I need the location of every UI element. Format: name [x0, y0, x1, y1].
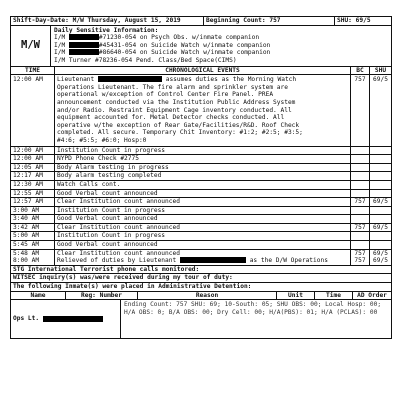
event-bc: 757 — [351, 75, 370, 145]
event-text: Relieved of duties by Lieutenant as the D/W Operations — [55, 257, 351, 265]
event-shu — [370, 232, 391, 240]
event-text — [55, 75, 351, 145]
event-row — [11, 75, 391, 146]
event-bc — [351, 190, 370, 198]
event-row — [11, 232, 391, 241]
seg-unit-header: Unit — [277, 292, 315, 300]
redaction-bar — [43, 316, 103, 322]
log-document — [10, 16, 392, 339]
event-text: Body alarm testing completed — [55, 172, 351, 180]
event-row — [11, 198, 391, 207]
redaction-bar — [98, 76, 162, 82]
event-row — [11, 181, 391, 190]
seg-title-row — [11, 283, 391, 292]
event-time: 3:42 AM — [11, 224, 55, 232]
event-row — [11, 207, 391, 216]
event-bc — [351, 147, 370, 155]
event-bc: 757 — [351, 250, 370, 258]
event-bc — [351, 181, 370, 189]
event-shu — [370, 155, 391, 163]
sensitive-line: I/M #71230-054 on Psych Obs. w/inmate companion — [54, 34, 260, 42]
event-line: completed. All secure. Temporary Chit Inventory: #1:2; #2:5; #3:5; — [57, 129, 303, 137]
events-column-header: CHRONOLOGICAL EVENTS — [55, 67, 351, 75]
beginning-count-value: 757 — [269, 17, 281, 24]
event-row — [11, 190, 391, 199]
shift-day-date — [11, 17, 204, 25]
event-time: 5:48 AM — [11, 250, 55, 258]
event-row — [11, 250, 391, 258]
seg-name-header: Name — [11, 292, 66, 300]
redaction-bar — [69, 42, 99, 48]
event-text: Clear Institution count announced — [55, 198, 351, 206]
event-bc: 757 — [351, 198, 370, 206]
ops-label: Ops Lt. — [13, 315, 40, 323]
event-bc: 757 — [351, 224, 370, 232]
redaction-bar — [69, 34, 99, 40]
stg-label: STG International Terrorist phone calls monitored: — [13, 265, 200, 273]
event-row — [11, 147, 391, 156]
event-shu — [370, 147, 391, 155]
event-time: 12:00 AM — [11, 155, 55, 163]
event-row — [11, 164, 391, 173]
ending-count: Ending Count: 757 SHU: 69; 10-South: 05; SHU OBS: 00; Local Hosp: 00; H/A OBS: 0; B/A OBS: 00; Dry Cell: 00; H/A(PBS): 01; H/A (PCLAS): 00 — [124, 301, 382, 316]
stg-row — [11, 266, 391, 275]
seg-ad-header: AD Order — [357, 291, 387, 299]
event-line: Lieutenant assumes duties as the Morning Watch — [57, 76, 297, 84]
event-text: Body Alarm testing in progress — [55, 164, 351, 172]
event-line: #4:6; #5:5; #6:0; Hosp:0 — [57, 136, 147, 144]
event-bc — [351, 215, 370, 223]
event-shu: 69/5 — [373, 257, 388, 265]
sensitive-info — [51, 26, 391, 66]
bc-column-header: BC — [351, 67, 370, 75]
event-bc — [351, 164, 370, 172]
event-shu — [370, 164, 391, 172]
event-shu — [370, 207, 391, 215]
shu-count — [335, 17, 391, 25]
sensitive-title: Daily Sensitive Information: — [54, 26, 159, 34]
sensitive-line: I/M #86640-054 on Suicide Watch w/inmate companion — [54, 49, 271, 57]
event-shu: 69/5 — [373, 249, 388, 257]
event-line: operative w/the exception of Rear Gate/Facilities/R&D. Roof Check — [57, 121, 300, 129]
event-text: NYPD Phone Check #2775 — [55, 155, 351, 163]
event-time: 12:00 AM — [11, 75, 55, 145]
seg-title: The following Inmate(s) were placed in Administrative Detention: — [13, 283, 252, 291]
event-shu — [370, 190, 391, 198]
event-text: Institution Count in progress — [55, 207, 351, 215]
event-time: 12:17 AM — [11, 172, 55, 180]
event-bc — [351, 207, 370, 215]
event-row — [11, 172, 391, 181]
event-text: Good Verbal count announced — [55, 241, 351, 249]
shu-column-header: SHU — [374, 66, 387, 74]
event-text: Good Verbal count announced — [55, 190, 351, 198]
event-bc — [351, 172, 370, 180]
event-line: announcement conducted via the Institution Public Address System — [57, 98, 296, 106]
event-line: Operations Lieutenant. The fire alarm and sprinkler system are — [57, 83, 288, 91]
sensitive-line: I/M Turner #78236-054 Pend. Class/Bed Space(CIMS) — [54, 56, 237, 64]
event-shu: 69/5 — [373, 223, 388, 231]
event-time: 12:00 AM — [11, 147, 55, 155]
beginning-count — [204, 17, 335, 25]
event-text: Good Verbal count announced — [55, 215, 351, 223]
event-time: 5:45 AM — [11, 241, 55, 249]
event-row — [11, 224, 391, 233]
sensitive-info-row — [11, 26, 391, 67]
event-time: 12:57 AM — [11, 198, 55, 206]
event-text: Institution Count in progress — [55, 147, 351, 155]
redaction-bar — [180, 257, 246, 263]
header-row — [11, 17, 391, 26]
shift-value: M/W Thursday, August 15, 2019 — [72, 17, 181, 24]
witsec-label: WITSEC inquiry(s) was/were received during my tour of duty: — [13, 274, 233, 282]
seg-header-row — [11, 292, 391, 301]
event-bc — [351, 155, 370, 163]
event-line: equipment accounted for. Metal Detector checks conducted. All — [57, 114, 285, 122]
watch-code: M/W — [11, 26, 51, 66]
event-time: 12:55 AM — [11, 190, 55, 198]
event-shu: 69/5 — [373, 198, 388, 206]
event-shu — [370, 241, 391, 249]
ops-row — [11, 300, 391, 338]
event-bc — [351, 232, 370, 240]
seg-reg-header: Reg: Number — [66, 292, 138, 300]
event-row — [11, 257, 391, 266]
event-text: Clear Institution count announced — [55, 250, 351, 258]
event-shu — [370, 181, 391, 189]
event-time: 12:30 AM — [11, 181, 55, 189]
witsec-row — [11, 274, 391, 283]
events-header-row — [11, 67, 391, 76]
event-time: 12:05 AM — [11, 164, 55, 172]
event-bc: 757 — [351, 257, 370, 265]
event-row — [11, 241, 391, 250]
event-list — [11, 147, 391, 258]
time-column-header: TIME — [11, 67, 55, 75]
event-text: Clear Institution count announced — [55, 224, 351, 232]
event-shu — [370, 172, 391, 180]
event-shu — [370, 215, 391, 223]
event-bc — [351, 241, 370, 249]
redaction-bar — [69, 49, 99, 55]
event-line: operational w/exception of Control Center Fire Panel. PREA — [57, 91, 274, 99]
event-time: 8:00 AM — [11, 257, 55, 265]
event-time: 3:00 AM — [11, 207, 55, 215]
event-time: 5:00 AM — [11, 232, 55, 240]
event-row — [11, 155, 391, 164]
event-row — [11, 215, 391, 224]
shift-label: Shift-Day-Date: — [13, 17, 69, 24]
event-time: 3:40 AM — [11, 215, 55, 223]
ops-lt — [11, 300, 121, 338]
seg-time-header: Time — [315, 292, 353, 300]
seg-reason-header: Reason — [138, 292, 277, 300]
event-text: Institution Count in progress — [55, 232, 351, 240]
event-line: and/or Radio. Restraint Equipment Cage inventory conducted. All — [57, 106, 292, 114]
event-text: Watch Calls cont. — [55, 181, 351, 189]
shu-label: SHU: — [337, 17, 352, 24]
beginning-count-label: Beginning Count: — [206, 17, 266, 24]
sensitive-line: I/M #45431-054 on Suicide Watch w/inmate companion — [54, 41, 271, 49]
shu-value: 69/5 — [355, 17, 371, 24]
event-shu: 69/5 — [373, 76, 388, 84]
